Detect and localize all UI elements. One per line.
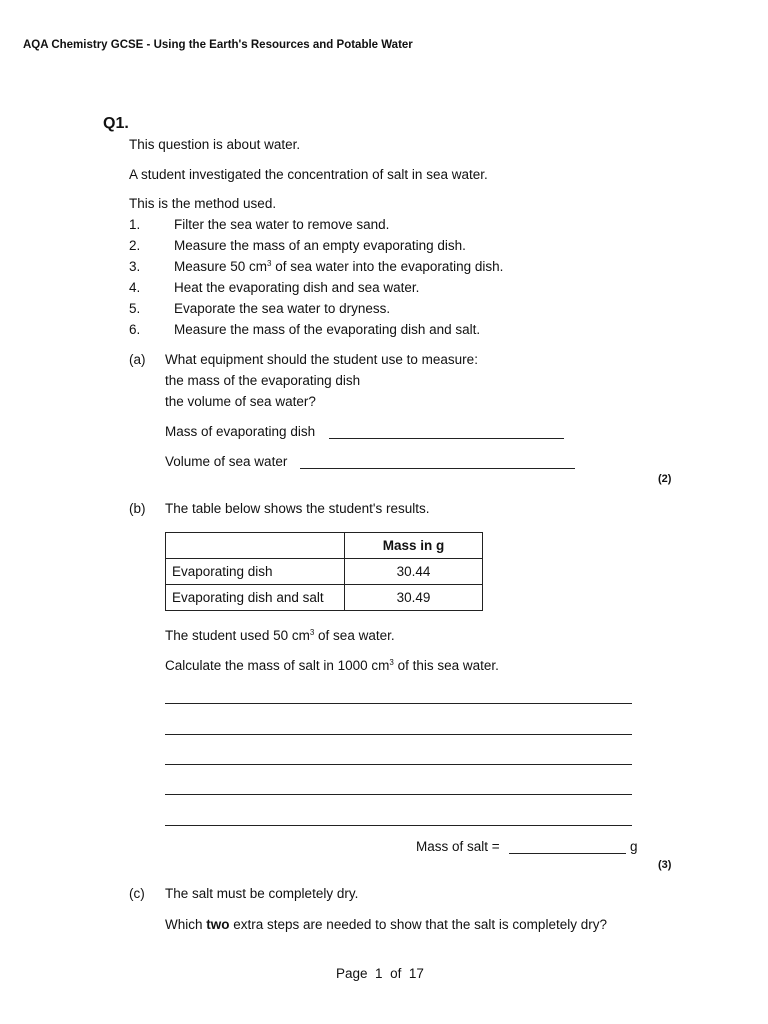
step-text: Measure the mass of the evaporating dish and salt. bbox=[174, 322, 481, 337]
working-line[interactable] bbox=[165, 734, 632, 735]
table-cell-item: Evaporating dish bbox=[166, 559, 345, 585]
results-table bbox=[165, 532, 483, 611]
part-c-question bbox=[165, 917, 607, 932]
table-cell-mass: 30.44 bbox=[345, 559, 483, 585]
table-cell-mass: 30.49 bbox=[345, 585, 483, 611]
of-label: of bbox=[390, 966, 402, 981]
method-step bbox=[129, 322, 480, 337]
working-line[interactable] bbox=[165, 703, 632, 704]
part-c-label: (c) bbox=[129, 886, 145, 901]
step-text: Evaporate the sea water to dryness. bbox=[174, 301, 391, 316]
page-footer bbox=[336, 966, 424, 981]
part-a-label: (a) bbox=[129, 352, 146, 367]
page-number: 1 bbox=[375, 966, 383, 981]
emphasis-text: two bbox=[206, 917, 230, 932]
mass-answer-line[interactable] bbox=[329, 438, 564, 439]
step-number: 5. bbox=[129, 301, 141, 316]
step-text: Filter the sea water to remove sand. bbox=[174, 217, 390, 232]
document-header: AQA Chemistry GCSE - Using the Earth's Resources and Potable Water bbox=[23, 39, 413, 51]
working-line[interactable] bbox=[165, 764, 632, 765]
calculate-instruction bbox=[165, 658, 499, 673]
volume-field-label: Volume of sea water bbox=[165, 454, 288, 469]
table-header-cell bbox=[166, 533, 345, 559]
superscript: 3 bbox=[309, 628, 315, 637]
intro-text: This question is about water. bbox=[129, 137, 301, 152]
volume-used-text bbox=[165, 628, 395, 643]
method-title: This is the method used. bbox=[129, 196, 277, 211]
method-step bbox=[129, 238, 466, 253]
method-step bbox=[129, 301, 390, 316]
intro-text: A student investigated the concentration of salt in sea water. bbox=[129, 167, 488, 182]
part-a-question: What equipment should the student use to measure: bbox=[165, 352, 478, 367]
answer-line[interactable] bbox=[509, 853, 626, 854]
superscript: 3 bbox=[267, 259, 272, 268]
table-row bbox=[166, 585, 483, 611]
step-text: Measure 50 cm bbox=[174, 259, 268, 274]
marks-badge: (2) bbox=[658, 473, 672, 485]
step-number: 1. bbox=[129, 217, 141, 232]
part-a-question: the mass of the evaporating dish bbox=[165, 373, 361, 388]
step-text: of sea water into the evaporating dish. bbox=[271, 259, 504, 274]
method-step bbox=[129, 280, 419, 295]
table-cell-item: Evaporating dish and salt bbox=[166, 585, 345, 611]
answer-label: Mass of salt = bbox=[416, 839, 500, 854]
page-label: Page bbox=[336, 966, 368, 981]
text-fragment: Which bbox=[165, 917, 207, 932]
step-number: 3. bbox=[129, 259, 141, 274]
method-step bbox=[129, 217, 389, 232]
text-fragment: Calculate the mass of salt in 1000 cm bbox=[165, 658, 390, 673]
working-line[interactable] bbox=[165, 794, 632, 795]
answer-unit: g bbox=[630, 839, 638, 854]
volume-answer-line[interactable] bbox=[300, 468, 575, 469]
text-fragment: of sea water. bbox=[314, 628, 395, 643]
superscript: 3 bbox=[389, 658, 394, 667]
text-fragment: of this sea water. bbox=[393, 658, 499, 673]
step-text: Heat the evaporating dish and sea water. bbox=[174, 280, 420, 295]
step-number: 6. bbox=[129, 322, 141, 337]
part-b-label: (b) bbox=[129, 501, 146, 516]
page-total: 17 bbox=[408, 966, 424, 981]
part-c-text: The salt must be completely dry. bbox=[165, 886, 359, 901]
table-header-cell: Mass in g bbox=[345, 533, 483, 559]
question-number: Q1. bbox=[103, 115, 129, 132]
marks-badge: (3) bbox=[658, 859, 672, 871]
part-b-intro: The table below shows the student's results. bbox=[165, 501, 430, 516]
mass-field-label: Mass of evaporating dish bbox=[165, 424, 316, 439]
step-text: Measure the mass of an empty evaporating dish. bbox=[174, 238, 466, 253]
working-line[interactable] bbox=[165, 825, 632, 826]
step-number: 4. bbox=[129, 280, 141, 295]
part-a-question: the volume of sea water? bbox=[165, 394, 316, 409]
method-step bbox=[129, 259, 503, 274]
text-fragment: The student used 50 cm bbox=[165, 628, 310, 643]
step-number: 2. bbox=[129, 238, 141, 253]
text-fragment: extra steps are needed to show that the salt is completely dry? bbox=[229, 917, 607, 932]
table-row bbox=[166, 559, 483, 585]
table-header-row bbox=[166, 533, 483, 559]
